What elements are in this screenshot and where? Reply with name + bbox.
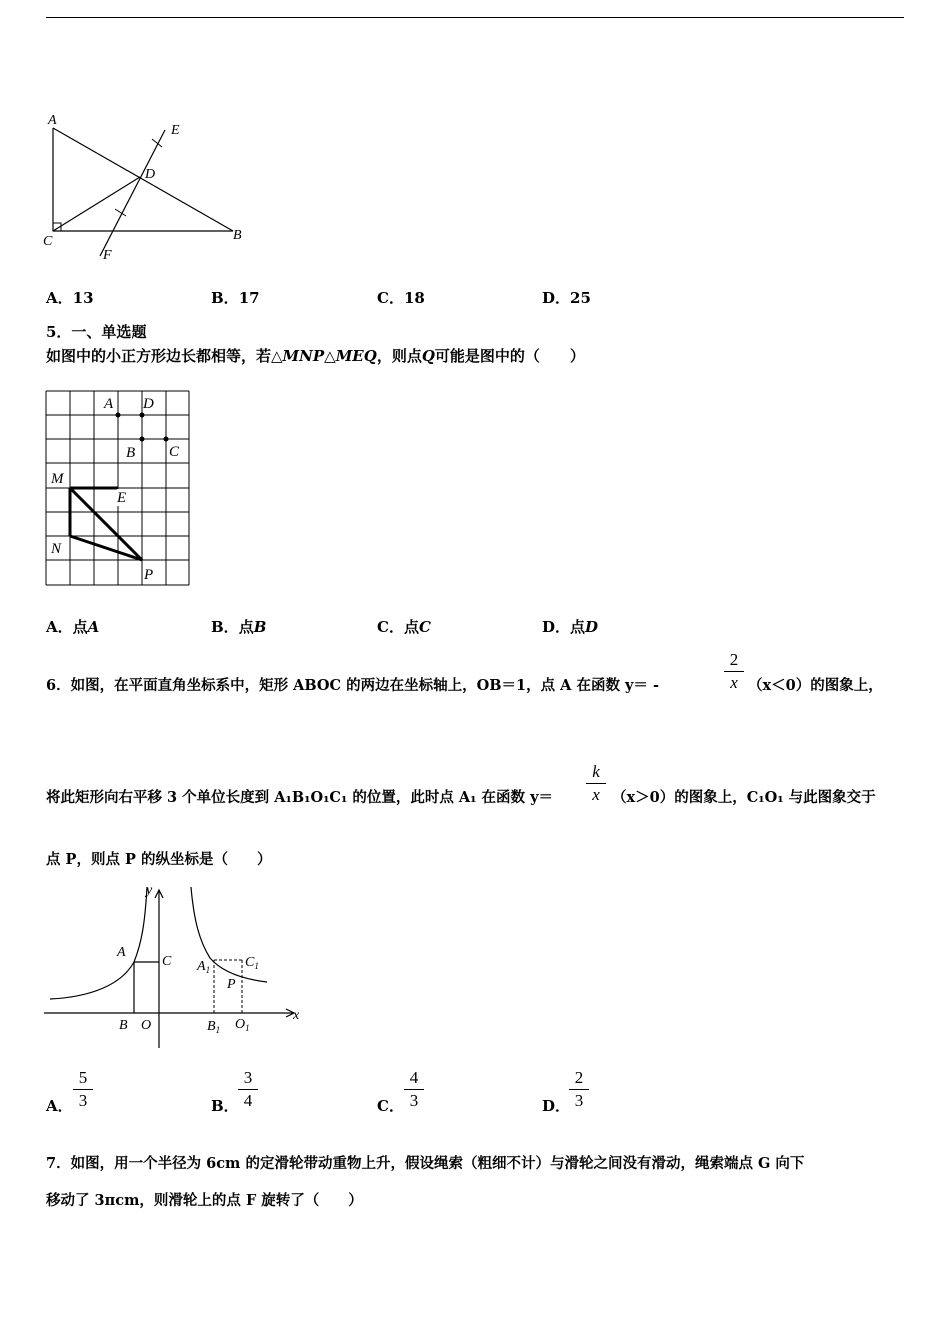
q6-label-c: C	[162, 954, 172, 969]
q6-label-x: x	[293, 1008, 300, 1023]
q4-label-d: D	[145, 167, 156, 182]
q5-label-m: M	[51, 471, 64, 487]
q5-label-b: B	[126, 445, 136, 461]
q6-option-b-num: 3	[243, 1068, 253, 1087]
q6-line1-pre: 6．如图，在平面直角坐标系中，矩形 ABOC 的两边在坐标轴上，OB＝1，点 A 在函数 y＝ -	[46, 677, 659, 694]
q6-option-c-num: 4	[409, 1068, 419, 1087]
q4-label-c: C	[43, 234, 53, 249]
q4-option-b[interactable]	[211, 287, 260, 308]
q5-stem-mid: ，则点	[376, 347, 422, 365]
q6-frac2-den: x	[592, 785, 600, 804]
q4-label-a: A	[48, 113, 57, 128]
q4-option-a[interactable]	[46, 287, 94, 308]
q4-option-b-value: 17	[238, 289, 260, 307]
q6-label-b: B	[119, 1018, 128, 1033]
q5-option-c-prefix: 点	[403, 618, 419, 636]
q6-line1-post: （x＜0）的图象上，	[748, 677, 883, 694]
q5-stem-tri: △	[324, 347, 336, 365]
q5-option-b-letter: B．	[211, 618, 239, 636]
q6-frac1-num: 2	[729, 650, 739, 669]
q6-option-b-fraction	[236, 1068, 260, 1111]
q5-grid-figure	[44, 389, 192, 588]
q5-label-a: A	[104, 396, 114, 412]
q4-label-e: E	[171, 123, 180, 138]
q5-option-b-point: B	[253, 618, 267, 636]
q6-option-a-den: 3	[78, 1091, 88, 1110]
q7-line2: 移动了 3πcm，则滑轮上的点 F 旋转了（ ）	[46, 1192, 363, 1209]
q6-option-d-fraction	[567, 1068, 591, 1111]
q6-label-a: A	[117, 945, 126, 960]
q4-label-f: F	[103, 248, 112, 263]
q6-option-b[interactable]: B．	[211, 1097, 239, 1115]
q6-label-y: y	[146, 883, 153, 898]
q6-label-a1: $A_1$	[197, 959, 211, 975]
q4-option-c-value: 18	[403, 289, 425, 307]
q6-option-a[interactable]: A．	[46, 1097, 73, 1115]
q6-option-d-num: 2	[574, 1068, 584, 1087]
q5-stem-pre: 如图中的小正方形边长都相等，若△	[46, 347, 283, 365]
q5-option-a[interactable]	[46, 616, 99, 637]
q4-option-d-value: 25	[570, 289, 591, 307]
q5-stem-q: Q	[421, 347, 435, 365]
q4-option-a-letter: A．	[46, 289, 73, 307]
q5-label-d: D	[143, 396, 154, 412]
q6-label-b1: $B_1$	[207, 1019, 221, 1035]
q5-header: 5．一、单选题	[46, 323, 147, 341]
q6-line3: 点 P，则点 P 的纵坐标是（ ）	[46, 851, 272, 868]
q5-option-d-letter: D．	[542, 618, 571, 636]
q6-option-a-fraction	[71, 1068, 95, 1111]
q6-option-c[interactable]: C．	[377, 1097, 404, 1115]
q5-stem-post: 可能是图中的（ ）	[434, 347, 585, 365]
q5-stem-mnp: MNP	[282, 347, 325, 365]
q4-option-b-letter: B．	[211, 289, 239, 307]
q5-label-c: C	[169, 444, 180, 460]
q6-coordinate-figure	[42, 882, 307, 1052]
q6-line2-post: （x＞0）的图象上，C₁O₁ 与此图象交于	[612, 789, 876, 806]
q6-frac1-den: x	[730, 673, 738, 692]
q6-fraction-1	[722, 650, 746, 693]
q4-option-c[interactable]	[377, 287, 425, 308]
q6-option-b-den: 4	[243, 1091, 253, 1110]
q6-label-c1: $C_1$	[245, 955, 259, 971]
q6-option-a-num: 5	[78, 1068, 88, 1087]
q5-stem-meq: MEQ	[335, 347, 377, 365]
q6-option-c-den: 3	[409, 1091, 419, 1110]
q6-fraction-2	[584, 762, 608, 805]
q6-option-c-fraction	[402, 1068, 426, 1111]
q6-line2-pre: 将此矩形向右平移 3 个单位长度到 A₁B₁O₁C₁ 的位置，此时点 A₁ 在函数 y＝	[46, 789, 554, 806]
q5-option-a-prefix: 点	[72, 618, 88, 636]
q5-option-d-prefix: 点	[570, 618, 586, 636]
q5-option-b[interactable]	[211, 616, 266, 637]
q4-triangle-figure	[40, 110, 255, 265]
q6-frac2-num: k	[592, 762, 600, 781]
q5-option-a-letter: A．	[46, 618, 73, 636]
q6-label-p: P	[227, 977, 236, 992]
q5-stem	[46, 346, 585, 366]
q5-option-d-point: D	[585, 618, 599, 636]
q5-option-a-point: A	[87, 618, 100, 636]
q5-label-p: P	[144, 567, 154, 583]
q5-label-n: N	[51, 541, 62, 557]
q4-option-a-value: 13	[72, 289, 94, 307]
q5-option-c-letter: C．	[377, 618, 404, 636]
q6-label-o: O	[141, 1018, 152, 1033]
q5-option-c-point: C	[418, 618, 431, 636]
q4-option-c-letter: C．	[377, 289, 404, 307]
top-rule	[46, 17, 904, 18]
q5-option-d[interactable]	[542, 616, 598, 637]
q6-option-d[interactable]: D．	[542, 1097, 571, 1115]
q6-option-d-den: 3	[574, 1091, 584, 1110]
q5-label-e: E	[117, 490, 127, 506]
q4-label-b: B	[233, 228, 242, 243]
q5-option-c[interactable]	[377, 616, 431, 637]
q7-line1: 7．如图，用一个半径为 6cm 的定滑轮带动重物上升，假设绳索（粗细不计）与滑轮之间没有滑动，绳索端点 G 向下	[46, 1155, 805, 1172]
q6-label-o1: $O_1$	[235, 1017, 250, 1033]
q4-option-d[interactable]	[542, 287, 591, 308]
q4-option-d-letter: D．	[542, 289, 571, 307]
q5-option-b-prefix: 点	[238, 618, 254, 636]
